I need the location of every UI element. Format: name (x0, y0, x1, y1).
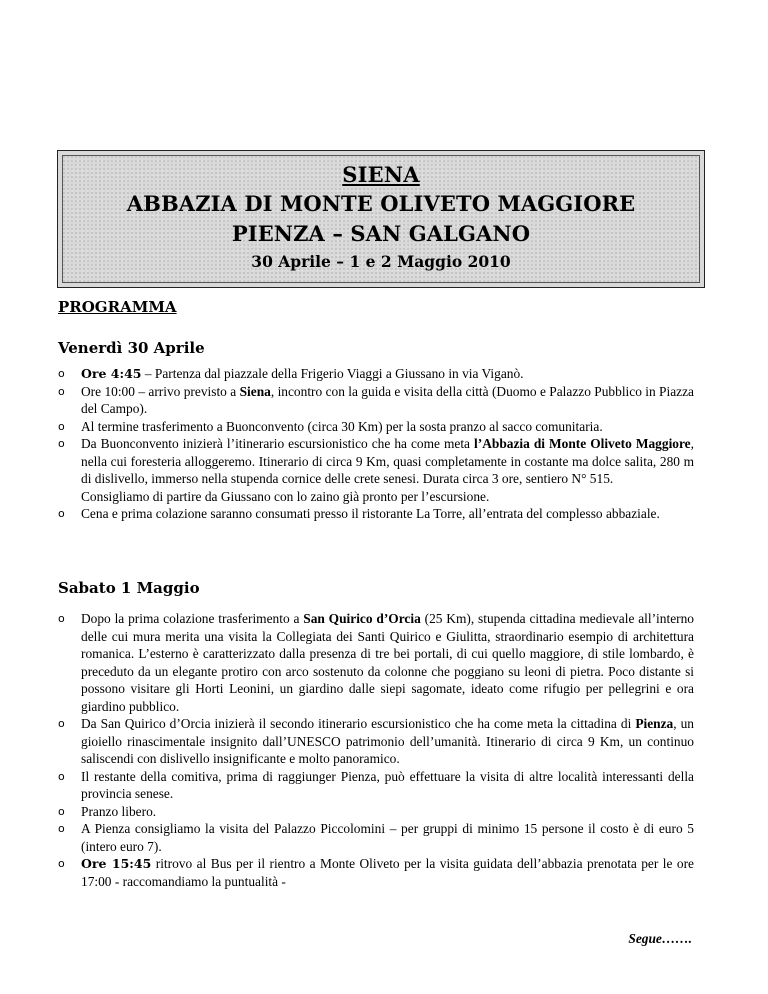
item-text: (25 Km), stupenda cittadina medievale all’interno delle cui mura merita una visita la Collegiata dei Santi Quirico e Giulitta, straordinario esempio di architettura romanica. L’esterno è caratterizzato dalla presenza di tre bei portali, di cui quello maggiore, di stile lombardo, è preceduto da un elegante protiro con arco sostenuto da colonne che poggiano su leoni di pietra. Poco distante si possono visitare gli Horti Leonini, un giardino dalle siepi sagomate, ideato come rifugio per pellegrini e ora giardino pubblico. (81, 611, 694, 714)
item-text: , incontro con la guida e visita della città (Duomo e Palazzo Pubblico in Piazza del Campo). (81, 383, 694, 416)
day2-list (58, 610, 694, 890)
bullet-icon: o (58, 804, 65, 818)
list-item (58, 383, 694, 418)
item-text: , nella cui foresteria alloggeremo. Itinerario di circa 9 Km, quasi completamente in costante ma dolce salita, 280 m di dislivello, immerso nella stupenda cornice delle crete senesi. Durata circa 3 ore, sentiero N° 515. (81, 436, 694, 486)
item-text: Il restante della comitiva, prima di raggiunger Pienza, può effettuare la visita di altre località interessanti della provincia senese. (81, 768, 694, 801)
bullet-icon: o (58, 857, 65, 870)
place-name: Siena (239, 383, 271, 399)
item-text: Al termine trasferimento a Buonconvento (circa 30 Km) per la sosta pranzo al sacco comunitaria. (81, 418, 603, 434)
day2-heading: Sabato 1 Maggio (58, 579, 200, 597)
item-text: A Pienza consigliamo la visita del Palazzo Piccolomini – per gruppi di minimo 15 persone il costo è di euro 5 (intero euro 7). (81, 821, 694, 854)
list-item (58, 365, 694, 383)
list-item (58, 855, 694, 890)
item-text: Da Buonconvento inizierà l’itinerario escursionistico che ha come meta (81, 436, 475, 451)
continues-label: Segue……. (628, 931, 692, 946)
bullet-icon: o (58, 419, 65, 433)
place-name: l’Abbazia di Monte Oliveto Maggiore (474, 436, 691, 451)
item-text: Da San Quirico d’Orcia inizierà il secondo itinerario escursionistico che ha come meta la cittadina di (81, 716, 636, 731)
bullet-icon: o (58, 822, 65, 835)
list-item (58, 768, 694, 803)
place-name: Pienza (635, 716, 674, 731)
list-item (58, 505, 694, 523)
banner-title-abbazia: ABBAZIA DI MONTE OLIVETO MAGGIORE (126, 191, 636, 216)
item-text: Dopo la prima colazione trasferimento a (81, 611, 304, 626)
time-label: Ore 4:45 (81, 366, 142, 381)
day1-heading: Venerdì 30 Aprile (58, 339, 205, 357)
bullet-icon: o (58, 367, 65, 380)
item-text: Pranzo libero. (81, 803, 157, 819)
item-text: , un gioiello rinascimentale insignito dall’UNESCO patrimonio dell’umanità. Itinerario di circa 9 Km, un continuo saliscendi con dislivello insignificante e molto panoramico. (81, 716, 695, 766)
list-item (58, 435, 694, 505)
bullet-icon: o (58, 612, 65, 625)
time-label: Ore 15:45 (81, 856, 152, 871)
bullet-icon: o (58, 384, 65, 398)
list-item (58, 610, 694, 715)
item-text: ritrovo al Bus per il rientro a Monte Oliveto per la visita guidata dell’abbazia prenotata per le ore 17:00 - raccomandiamo la puntualità - (81, 856, 694, 889)
item-text: – Partenza dal piazzale della Frigerio Viaggi a Giussano in via Viganò. (141, 366, 524, 381)
title-banner (57, 150, 705, 288)
place-name: San Quirico d’Orcia (303, 611, 421, 626)
bullet-icon: o (58, 507, 65, 520)
list-item (58, 820, 694, 855)
item-text: Cena e prima colazione saranno consumati presso il ristorante La Torre, all’entrata del complesso abbaziale. (81, 506, 660, 521)
day1-list (58, 365, 694, 523)
bullet-icon: o (58, 717, 65, 730)
list-item (58, 803, 694, 821)
banner-title-siena: SIENA (342, 162, 420, 187)
item-note: Consigliamo di partire da Giussano con lo zaino già pronto per l’escursione. (81, 488, 490, 504)
list-item (58, 418, 694, 436)
bullet-icon: o (58, 769, 65, 783)
banner-title-pienza: PIENZA – SAN GALGANO (231, 221, 531, 246)
list-item (58, 715, 694, 768)
bullet-icon: o (58, 437, 65, 450)
banner-dates: 30 Aprile – 1 e 2 Maggio 2010 (251, 252, 511, 271)
item-text: Ore 10:00 – arrivo previsto a (81, 383, 240, 399)
program-heading: PROGRAMMA (58, 298, 177, 316)
